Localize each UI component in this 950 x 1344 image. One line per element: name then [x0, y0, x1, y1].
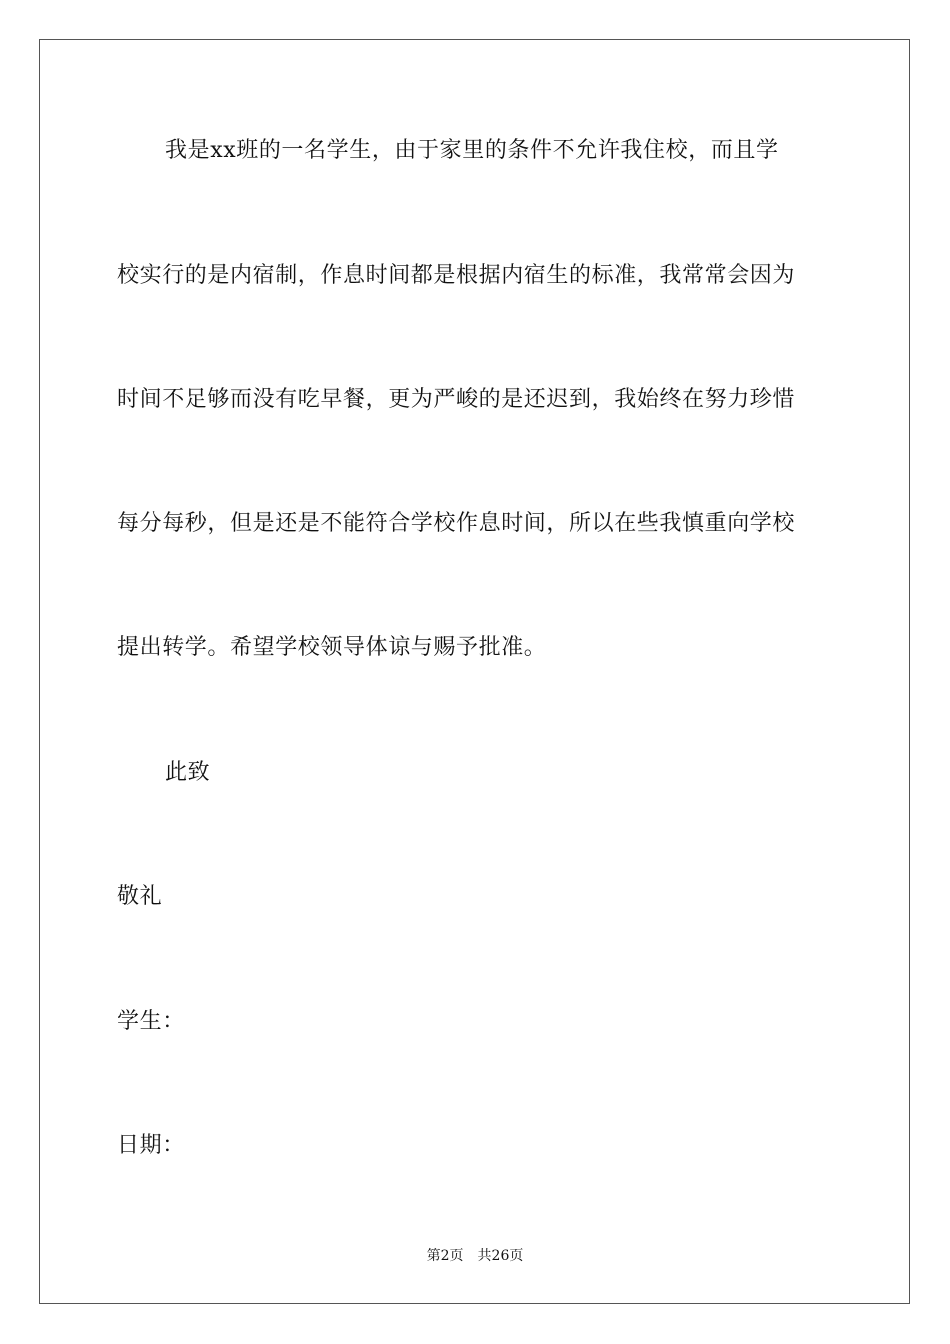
page-footer [0, 1247, 950, 1265]
body-line-2: 校实行的是内宿制，作息时间都是根据内宿生的标准，我常常会因为 [117, 263, 796, 288]
page-number-total: 共26页 [477, 1248, 524, 1264]
closing-text: 此致 [165, 760, 211, 785]
salutation-text: 敬礼 [117, 884, 163, 909]
body-line-1: 我是xx班的一名学生，由于家里的条件不允许我住校，而且学 [165, 138, 779, 163]
date-label: 日期： [117, 1133, 185, 1158]
student-label: 学生： [117, 1009, 185, 1034]
body-line-3: 时间不足够而没有吃早餐，更为严峻的是还迟到，我始终在努力珍惜 [117, 387, 796, 412]
page-border [39, 39, 910, 1304]
page-number-current: 第2页 [426, 1248, 464, 1264]
body-line-5: 提出转学。希望学校领导体谅与赐予批准。 [117, 635, 547, 660]
body-line-4: 每分每秒，但是还是不能符合学校作息时间，所以在些我慎重向学校 [117, 511, 796, 536]
